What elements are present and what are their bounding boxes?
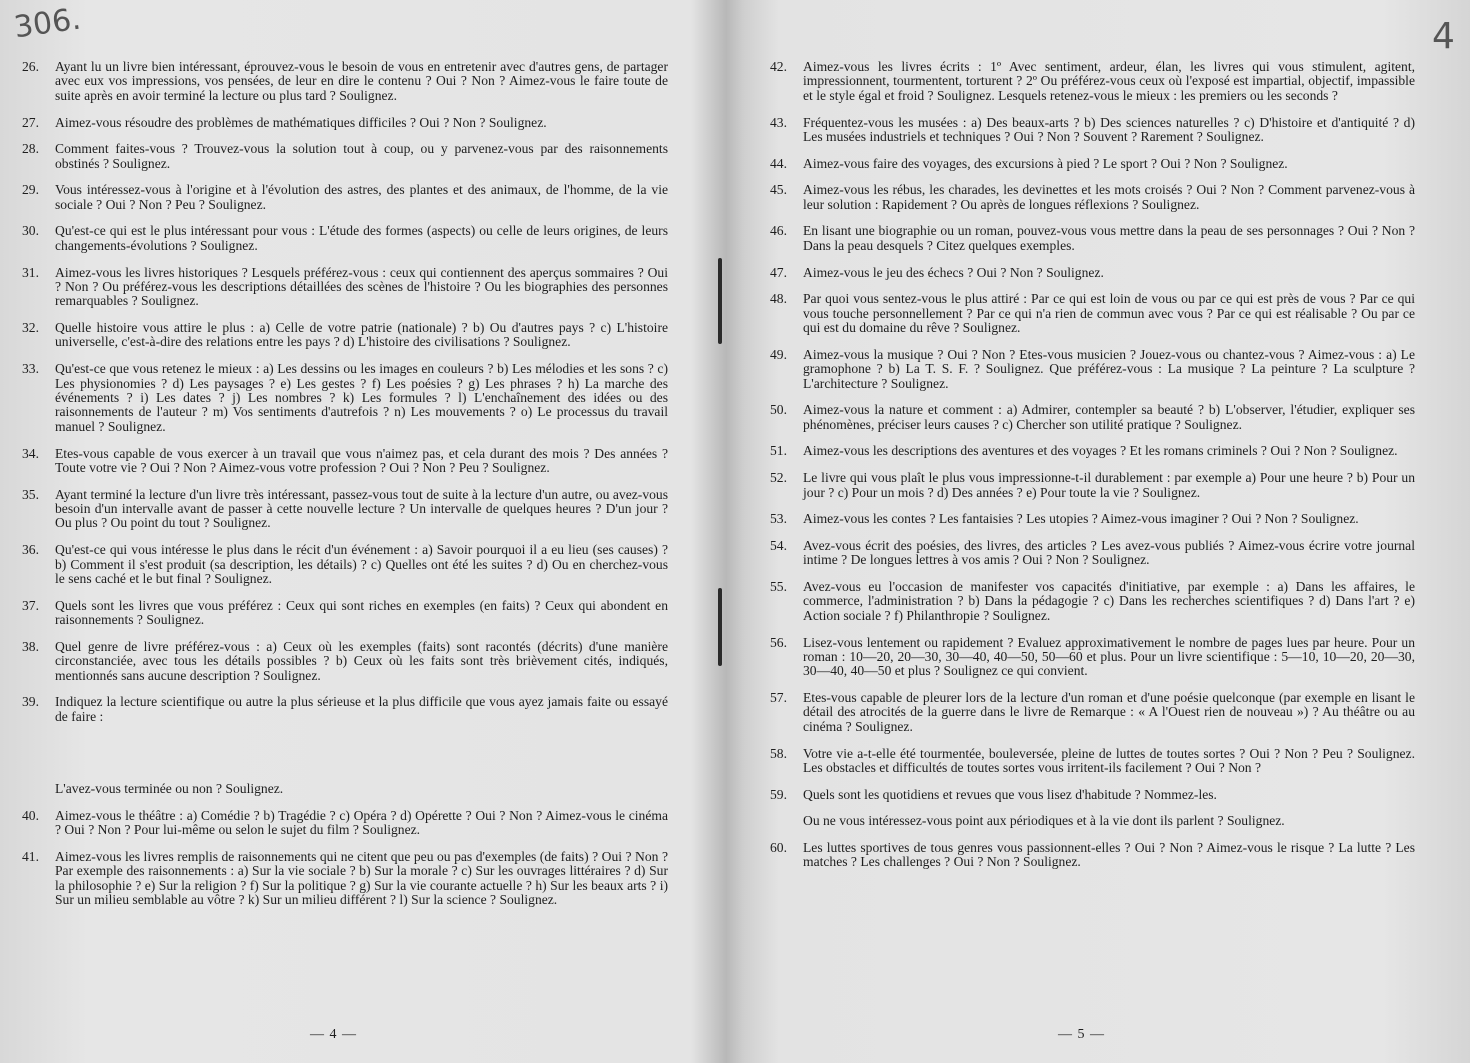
question-text: Aimez-vous le jeu des échecs ? Oui ? Non ? Soulignez. bbox=[803, 264, 1104, 280]
question-text: Etes-vous capable de pleurer lors de la lecture d'un roman et d'une poésie quelconque (par exemple en lisant le détail des atrocités de la guerre dans le livre de Remarque : « A l'Ouest rien de nouveau ») ? Au théâtre ou au cinéma ? Soulignez. bbox=[803, 690, 1415, 734]
question-text: Aimez-vous les rébus, les charades, les devinettes et les mots croisés ? Oui ? Non ? Comment parvenez-vous à leur solution : Rapidement ? Ou après de longues réflexions ? Soulignez. bbox=[803, 182, 1415, 212]
question-52 bbox=[770, 471, 1415, 500]
question-number: 27. bbox=[22, 114, 39, 130]
question-number: 29. bbox=[22, 182, 39, 198]
question-40 bbox=[22, 809, 668, 838]
question-text: Aimez-vous les descriptions des aventures et des voyages ? Et les romans criminels ? Oui ? Non ? Soulignez. bbox=[803, 443, 1398, 459]
question-36 bbox=[22, 543, 668, 586]
question-number: 35. bbox=[22, 486, 39, 502]
left-page-footer: — 4 — bbox=[310, 1027, 357, 1042]
question-number: 47. bbox=[770, 264, 787, 280]
question-50 bbox=[770, 403, 1415, 432]
question-54 bbox=[770, 539, 1415, 568]
question-48 bbox=[770, 292, 1415, 335]
question-text: Votre vie a-t-elle été tourmentée, bouleversée, pleine de luttes de toutes sortes ? Oui ? Non ? Peu ? Soulignez. Les obstacles et difficultés de toutes sortes vous irritent-ils facilement ? Oui ? Non ? bbox=[803, 745, 1415, 775]
question-text: Quelle histoire vous attire le plus : a) Celle de votre patrie (nationale) ? b) Ou d'autres pays ? c) L'histoire universelle, c'est-à-dire des relations entre les pays ? d) L'histoire des civilisations ? Soulignez. bbox=[55, 320, 668, 350]
question-number: 54. bbox=[770, 537, 787, 553]
question-text: Aimez-vous résoudre des problèmes de mathématiques difficiles ? Oui ? Non ? Soulignez. bbox=[55, 114, 547, 130]
question-text: Comment faites-vous ? Trouvez-vous la solution tout à coup, ou y parvenez-vous par des raisonnements obstinés ? Soulignez. bbox=[55, 141, 668, 171]
question-number: 38. bbox=[22, 638, 39, 654]
staple-top bbox=[718, 258, 722, 344]
question-text: Le livre qui vous plaît le plus vous impressionne-t-il durablement : par exemple a) Pour une heure ? b) Pour un jour ? c) Pour un mois ? d) Des années ? e) Pour toute la vie ? Soulignez. bbox=[803, 470, 1415, 500]
question-number: 39. bbox=[22, 694, 39, 710]
question-number: 46. bbox=[770, 223, 787, 239]
question-number: 60. bbox=[770, 840, 787, 856]
question-number: 32. bbox=[22, 320, 39, 336]
question-text: Aimez-vous les contes ? Les fantaisies ? Les utopies ? Aimez-vous imaginer ? Oui ? Non ? Soulignez. bbox=[803, 511, 1359, 527]
question-number: 33. bbox=[22, 361, 39, 377]
question-26 bbox=[22, 60, 668, 103]
question-35 bbox=[22, 488, 668, 531]
question-text: Aimez-vous faire des voyages, des excursions à pied ? Le sport ? Oui ? Non ? Soulignez. bbox=[803, 155, 1288, 171]
question-number: 34. bbox=[22, 445, 39, 461]
question-41 bbox=[22, 850, 668, 908]
question-38 bbox=[22, 640, 668, 683]
left-page bbox=[22, 60, 668, 920]
question-33 bbox=[22, 362, 668, 434]
question-text: Par quoi vous sentez-vous le plus attiré : Par ce qui est loin de vous ou par ce qui est près de vous ? Par ce qui vous touche personnellement ? Par ce qui n'a rien de commun avec vous ? Par ce qui est réalisable ? Ou par ce qui est du domaine du rêve ? Soulignez. bbox=[803, 291, 1415, 336]
question-text: Indiquez la lecture scientifique ou autre la plus sérieuse et la plus difficile que vous ayez jamais faite ou essayé de faire : bbox=[55, 694, 668, 724]
question-27 bbox=[22, 116, 668, 130]
question-number: 59. bbox=[770, 786, 787, 802]
question-59 bbox=[770, 788, 1415, 802]
question-number: 37. bbox=[22, 597, 39, 613]
staple-bottom bbox=[718, 588, 722, 666]
question-number: 30. bbox=[22, 223, 39, 239]
question-text: Ayant terminé la lecture d'un livre très intéressant, passez-vous tout de suite à la lecture d'un autre, ou avez-vous besoin d'un intervalle avant de passer à cette nouvelle lecture ? Un intervalle de quelques heures ? D'un jour ? Ou plus ? Ou point du tout ? Soulignez. bbox=[55, 486, 668, 531]
question-text: Quels sont les quotidiens et revues que vous lisez d'habitude ? Nommez-les. bbox=[803, 786, 1217, 802]
question-number: 52. bbox=[770, 470, 787, 486]
question-34 bbox=[22, 447, 668, 476]
question-47 bbox=[770, 266, 1415, 280]
question-32 bbox=[22, 321, 668, 350]
question-text: Avez-vous écrit des poésies, des livres, des articles ? Les avez-vous publiés ? Aimez-vous écrire votre journal intime ? De longues lettres à vos amis ? Oui ? Non ? Soulignez. bbox=[803, 537, 1415, 568]
question-text: Ou ne vous intéressez-vous point aux périodiques et à la vie dont ils parlent ? Soulignez. bbox=[803, 813, 1285, 829]
question-text: Les luttes sportives de tous genres vous passionnent-elles ? Oui ? Non ? Aimez-vous le risque ? La lutte ? Les matches ? Les challenges ? Oui ? Non ? Soulignez. bbox=[803, 840, 1415, 870]
question-text: L'avez-vous terminée ou non ? Soulignez. bbox=[55, 781, 284, 797]
question-text: Vous intéressez-vous à l'origine et à l'évolution des astres, des plantes et des animaux, de l'homme, de la vie sociale ? Oui ? Non ? Peu ? Soulignez. bbox=[55, 182, 668, 212]
question-37 bbox=[22, 599, 668, 628]
question-text: Qu'est-ce que vous retenez le mieux : a) Les dessins ou les images en couleurs ? b) Les mélodies et les sons ? c) Les physionomies ? d) Les paysages ? e) Les gestes ? f) Les poésies ? g) Les phrases ? h) La marche des événements ? i) Les dates ? j) Les nombres ? k) Les formules ? l) L'enchaînement des idées ou des raisonnements de l'auteur ? m) Vos sentiments d'autrefois ? n) Les mouvements ? o) Le processus du travail manuel ? Soulignez. bbox=[55, 361, 668, 434]
question-text: Qu'est-ce qui vous intéresse le plus dans le récit d'un événement : a) Savoir pourquoi il a eu lieu (ses causes) ? b) Comment il s'est produit (sa description, les détails) ? c) Quelles ont été les suites ? d) Ou en cherchez-vous le sens caché et le but final ? Soulignez. bbox=[55, 542, 668, 586]
question-text: Lisez-vous lentement ou rapidement ? Evaluez approximativement le nombre de pages lues par heure. Pour un roman : 10—20, 20—30, 30—40, 40—50, 50—60 et plus. Pour un livre scientifique : 5—10, 10—20, 20—30, 30—40, 40—50 et plus ? Soulignez ce qui convient. bbox=[803, 634, 1415, 679]
question-text: Avez-vous eu l'occasion de manifester vos capacités d'initiative, par exemple : a) Dans les affaires, le commerce, l'administration ? b) Dans la pédagogie ? c) Dans les recherches scientifiques ? d) Dans l'art ? e) Action sociale ? f) Philanthropie ? Soulignez. bbox=[803, 579, 1415, 623]
question-46 bbox=[770, 224, 1415, 253]
question-text: Quel genre de livre préférez-vous : a) Ceux où les exemples (faits) sont racontés (décrits) d'une manière circonstanciée, avec tous les détails possibles ? b) Ceux où les faits sont très brièvement cités, indiqués, mentionnés sans aucune description ? Soulignez. bbox=[55, 638, 668, 683]
question-45 bbox=[770, 183, 1415, 212]
question-number: 28. bbox=[22, 141, 39, 157]
question-56 bbox=[770, 636, 1415, 679]
question-29 bbox=[22, 183, 668, 212]
question-text: Quels sont les livres que vous préférez : Ceux qui sont riches en exemples (en faits) ? Ceux qui abondent en raisonnements ? Soulignez. bbox=[55, 597, 668, 628]
question-text: En lisant une biographie ou un roman, pouvez-vous vous mettre dans la peau de ses personnages ? Oui ? Non ? Dans la peau desquels ? Citez quelques exemples. bbox=[803, 223, 1415, 253]
question-28 bbox=[22, 142, 668, 171]
question-number: 36. bbox=[22, 542, 39, 558]
question-number: 44. bbox=[770, 155, 787, 171]
question-continuation bbox=[22, 782, 668, 796]
question-60 bbox=[770, 841, 1415, 870]
question-text: Aimez-vous le théâtre : a) Comédie ? b) Tragédie ? c) Opéra ? d) Opérette ? Oui ? Non ? Aimez-vous le cinéma ? Oui ? Non ? Pour lui-même ou selon le sujet du film ? Soulignez. bbox=[55, 807, 668, 838]
question-text: Fréquentez-vous les musées : a) Des beaux-arts ? b) Des sciences naturelles ? c) D'histoire et d'antiquité ? d) Les musées industriels et techniques ? Oui ? Non ? Souvent ? Rarement ? Soulignez. bbox=[803, 114, 1415, 144]
question-57 bbox=[770, 691, 1415, 734]
question-55 bbox=[770, 580, 1415, 623]
question-number: 42. bbox=[770, 59, 787, 74]
question-number: 43. bbox=[770, 114, 787, 130]
question-number: 55. bbox=[770, 579, 787, 595]
question-42 bbox=[770, 60, 1415, 103]
question-text: Etes-vous capable de vous exercer à un travail que vous n'aimez pas, et cela durant des mois ? Des années ? Toute votre vie ? Oui ? Non ? Aimez-vous votre profession ? Oui ? Non ? Peu ? Soulignez. bbox=[55, 445, 668, 475]
right-page-footer: — 5 — bbox=[1058, 1027, 1105, 1042]
question-58 bbox=[770, 747, 1415, 776]
question-number: 57. bbox=[770, 690, 787, 706]
question-number: 26. bbox=[22, 59, 39, 74]
handwritten-page-number-left: 306. bbox=[11, 1, 83, 46]
question-44 bbox=[770, 157, 1415, 171]
question-number: 31. bbox=[22, 264, 39, 280]
handwritten-page-number-right: 4 bbox=[1432, 16, 1455, 57]
question-49 bbox=[770, 348, 1415, 391]
question-text: Ayant lu un livre bien intéressant, éprouvez-vous le besoin de vous en entretenir avec d'autres gens, de partager avec eux vos impressions, vos pensées, de leur en dire le contenu ? Oui ? Non ? Aimez-vous le faire toute de suite après en avoir terminé la lecture ou plus tard ? Soulignez. bbox=[55, 59, 668, 103]
question-number: 40. bbox=[22, 807, 39, 823]
question-text: Aimez-vous les livres écrits : 1º Avec sentiment, ardeur, élan, les livres qui vous stimulent, agitent, impressionnent, tourmentent, torturent ? 2º Ou préférez-vous ceux où l'exposé est impartial, objectif, impassible et le style égal et froid ? Soulignez. Lesquels retenez-vous le mieux : les premiers ou les seconds ? bbox=[803, 59, 1415, 103]
question-number: 56. bbox=[770, 634, 787, 650]
question-30 bbox=[22, 224, 668, 253]
question-51 bbox=[770, 444, 1415, 458]
question-number: 49. bbox=[770, 346, 787, 362]
question-continuation bbox=[770, 814, 1415, 828]
question-number: 45. bbox=[770, 182, 787, 198]
question-text: Qu'est-ce qui est le plus intéressant pour vous : L'étude des formes (aspects) ou celle de leurs origines, de leurs changements-évolutions ? Soulignez. bbox=[55, 223, 668, 253]
question-text: Aimez-vous les livres remplis de raisonnements qui ne citent que peu ou pas d'exemples (de faits) ? Oui ? Non ? Par exemple des raisonnements : a) Sur la vie sociale ? b) Sur la morale ? c) Sur les ouvrages littéraires ? d) Sur la philosophie ? e) Sur la religion ? f) Sur la politique ? g) Sur la vie courante actuelle ? h) Sur les beaux arts ? i) Sur un milieu semblable au vôtre ? k) Sur un milieu différent ? l) Sur la science ? Soulignez. bbox=[55, 848, 668, 908]
question-39 bbox=[22, 695, 668, 724]
question-53 bbox=[770, 512, 1415, 526]
question-number: 48. bbox=[770, 291, 787, 307]
question-number: 41. bbox=[22, 848, 39, 864]
question-number: 50. bbox=[770, 402, 787, 418]
question-number: 58. bbox=[770, 745, 787, 761]
right-page bbox=[770, 60, 1415, 882]
question-text: Aimez-vous la musique ? Oui ? Non ? Etes-vous musicien ? Jouez-vous ou chantez-vous ? Aimez-vous : a) Le gramophone ? b) La T. S. F. ? Soulignez. Que préférez-vous : La musique ? La peinture ? La sculpture ? L'architecture ? Soulignez. bbox=[803, 346, 1415, 391]
question-number: 53. bbox=[770, 511, 787, 527]
question-43 bbox=[770, 116, 1415, 145]
question-text: Aimez-vous la nature et comment : a) Admirer, contempler sa beauté ? b) L'observer, l'étudier, expliquer ses phénomènes, préciser leurs causes ? c) Chercher son utilité pratique ? Soulignez. bbox=[803, 402, 1415, 432]
question-text: Aimez-vous les livres historiques ? Lesquels préférez-vous : ceux qui contiennent des aperçus sommaires ? Oui ? Non ? Ou préférez-vous les descriptions détaillées des scènes de l'histoire ? Ou les biographies des personnes remarquables ? Soulignez. bbox=[55, 264, 668, 309]
question-31 bbox=[22, 266, 668, 309]
question-number: 51. bbox=[770, 443, 787, 459]
